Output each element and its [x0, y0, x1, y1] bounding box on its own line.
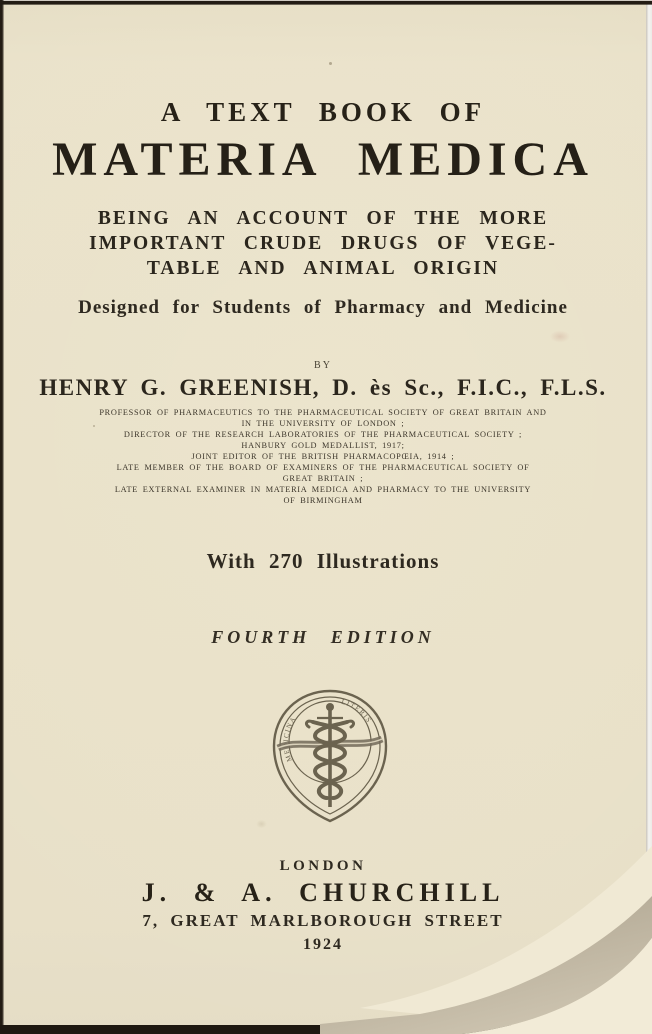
credential-line: GREAT BRITAIN ;: [282, 474, 364, 483]
paper-speck: [329, 62, 332, 65]
credential-line: LATE MEMBER OF THE BOARD OF EXAMINERS OF THE PHARMACEUTICAL SOCIETY OF: [116, 463, 530, 472]
paper-stain: [254, 818, 269, 830]
credential-line: LATE EXTERNAL EXAMINER IN MATERIA MEDICA AND PHARMACY TO THE UNIVERSITY: [114, 485, 532, 494]
book-subtitle: [4, 206, 642, 281]
imprint-publisher: J. & A. CHURCHILL: [141, 878, 505, 907]
series-title: A TEXT BOOK OF: [160, 97, 486, 127]
credential-line: HANBURY GOLD MEDALLIST, 1917;: [241, 441, 405, 450]
audience-note: Designed for Students of Pharmacy and Medicine: [78, 297, 568, 318]
subtitle-line: TABLE AND ANIMAL ORIGIN: [146, 258, 500, 279]
emblem-motto-right: LITERIS: [340, 697, 374, 725]
scan-border-left: [0, 0, 4, 1034]
credential-line: DIRECTOR OF THE RESEARCH LABORATORIES OF THE PHARMACEUTICAL SOCIETY ;: [123, 430, 523, 439]
credential-line: IN THE UNIVERSITY OF LONDON ;: [241, 419, 405, 428]
caduceus-shield-emblem: [269, 688, 391, 824]
imprint-year: 1924: [303, 936, 343, 953]
imprint-city: LONDON: [279, 858, 367, 874]
book-title: MATERIA MEDICA: [52, 133, 594, 186]
illustrations-note: With 270 Illustrations: [206, 549, 440, 573]
subtitle-line: BEING AN ACCOUNT OF THE MORE: [97, 208, 549, 229]
paper-stain: [546, 328, 574, 345]
credential-line: JOINT EDITOR OF THE BRITISH PHARMACOPŒIA, 1914 ;: [191, 452, 455, 461]
by-label: BY: [314, 360, 332, 371]
author-credentials: [4, 407, 642, 506]
page-curl-bottom-right: [320, 818, 652, 1034]
credential-line: PROFESSOR OF PHARMACEUTICS TO THE PHARMACEUTICAL SOCIETY OF GREAT BRITAIN AND: [99, 408, 547, 417]
imprint-address: 7, GREAT MARLBOROUGH STREET: [142, 911, 504, 930]
edition-statement: FOURTH EDITION: [211, 627, 435, 647]
author-name: HENRY G. GREENISH, D. ès Sc., F.I.C., F.L.S.: [39, 375, 607, 400]
staff-knob: [326, 703, 334, 711]
subtitle-line: IMPORTANT CRUDE DRUGS OF VEGE-: [89, 233, 557, 254]
scan-border-top: [0, 0, 652, 5]
credential-line: OF BIRMINGHAM: [283, 496, 363, 505]
svg-text:MEDICINA: [282, 715, 298, 763]
emblem-motto-left: MEDICINA: [281, 714, 299, 763]
